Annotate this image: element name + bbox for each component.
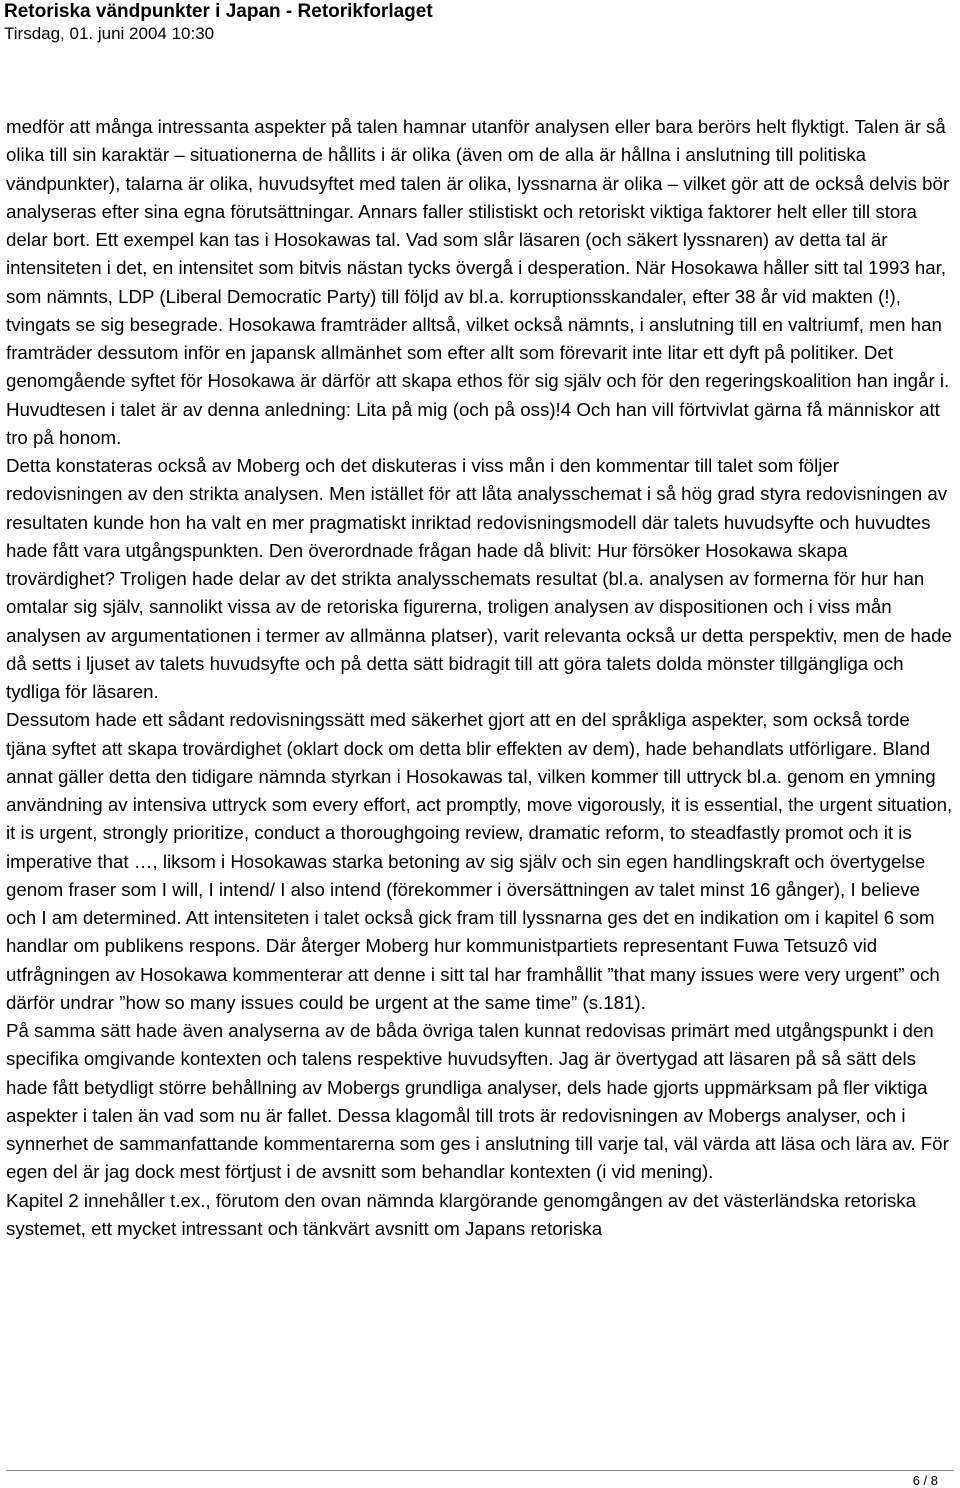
document-body [6,113,954,1243]
body-paragraph: Dessutom hade ett sådant redovisningssätt med säkerhet gjort att en del språkliga aspekter, som också torde tjäna syftet att skapa trovärdighet (oklart dock om detta blir effekten av dem), hade behandlats utförligare. Bland annat gäller detta den tidigare nämnda styrkan i Hosokawas tal, vilken kommer till uttryck bl.a. genom en ymning användning av intensiva uttryck som every effort, act promptly, move vigorously, it is essential, the urgent situation, it is urgent, strongly prioritize, conduct a thoroughgoing review, dramatic reform, to steadfastly promot och it is imperative that …, liksom i Hosokawas starka betoning av sig själv och sin egen handlingskraft och övertygelse genom fraser som I will, I intend/ I also intend (förekommer i översättningen av talet minst 16 gånger), I believe och I am determined. Att intensiteten i talet också gick fram till lyssnarna ges det en indikation om i kapitel 6 som handlar om publikens respons. Där återger Moberg hur kommunistpartiets representant Fuwa Tetsuzô vid utfrågningen av Hosokawa kommenterar att denne i sitt tal har framhållit ”that many issues were very urgent” och därför undrar ”how so many issues could be urgent at the same time” (s.181). [6,709,953,1013]
document-header [4,0,954,45]
body-paragraph: Detta konstateras också av Moberg och det diskuteras i viss mån i den kommentar till talet som följer redovisningen av den strikta analysen. Men istället för att låta analysschemat i så hög grad styra redovisningen av resultaten kunde hon ha valt en mer pragmatiskt inriktad redovisningsmodell där talets huvudsyfte och huvudtes hade fått vara utgångspunkten. Den överordnade frågan hade då blivit: Hur försöker Hosokawa skapa trovärdighet? Troligen hade delar av det strikta analysschemats resultat (bl.a. analysen av formerna för hur han omtalar sig själv, sannolikt vissa av de retoriska figurerna, troligen analysen av dispositionen och i viss mån analysen av argumentationen i termer av allmänna platser), varit relevanta också ur detta perspektiv, men de hade då setts i ljuset av talets huvudsyfte och på detta sätt bidragit till att göra talets dolda mönster tillgängliga och tydliga för läsaren. [6,455,952,702]
document-date: Tirsdag, 01. juni 2004 10:30 [4,24,215,43]
footer-divider [6,1470,954,1471]
body-paragraph: medför att många intressanta aspekter på talen hamnar utanför analysen eller bara berörs helt flyktigt. Talen är så olika till sin karaktär – situationerna de hållits i är olika (även om de alla är hållna i anslutning till politiska vändpunkter), talarna är olika, huvudsyftet med talen är olika, lyssnarna är olika – vilket gör att de också delvis bör analyseras efter sina egna förutsättningar. Annars faller stilistiskt och retoriskt viktiga faktorer helt eller till stora delar bort. Ett exempel kan tas i Hosokawas tal. Vad som slår läsaren (och säkert lyssnaren) av detta tal är intensiteten i det, en intensitet som bitvis nästan tycks övergå i desperation. När Hosokawa håller sitt tal 1993 har, som nämnts, LDP (Liberal Democratic Party) till följd av bl.a. korruptionsskandaler, efter 38 år vid makten (!), tvingats se sig besegrade. Hosokawa framträder alltså, vilket också nämnts, i anslutning till en valtriumf, men han framträder dessutom inför en japansk allmänhet som efter allt som förevarit inte litar ett dyft på politiker. Det genomgående syftet för Hosokawa är därför att skapa ethos för sig själv och för den regeringskoalition han ingår i. Huvudtesen i talet är av denna anledning: Lita på mig (och på oss)!4 Och han vill förtvivlat gärna få människor att tro på honom. [6,116,950,448]
body-paragraph: Kapitel 2 innehåller t.ex., förutom den ovan nämnda klargörande genomgången av det västerländska retoriska systemet, ett mycket intressant och tänkvärt avsnitt om Japans retoriska [6,1189,917,1239]
document-title: Retoriska vändpunkter i Japan - Retorikforlaget [4,1,433,22]
body-paragraph: På samma sätt hade även analyserna av de båda övriga talen kunnat redovisas primärt med utgångspunkt i den specifika omgivande kontexten och talens respektive huvudsyften. Jag är övertygad att läsaren på så sätt dels hade fått betydligt större behållning av Mobergs grundliga analyser, dels hade gjorts uppmärksam på fler viktiga aspekter i talen än vad som nu är fallet. Dessa klagomål till trots är redovisningen av Mobergs analyser, och i synnerhet de sammanfattande kommentarerna som ges i anslutning till varje tal, väl värda att läsa och lära av. För egen del är jag dock mest förtjust i de avsnitt som behandlar kontexten (i vid mening). [6,1020,949,1183]
page-number: 6 / 8 [912,1473,938,1488]
